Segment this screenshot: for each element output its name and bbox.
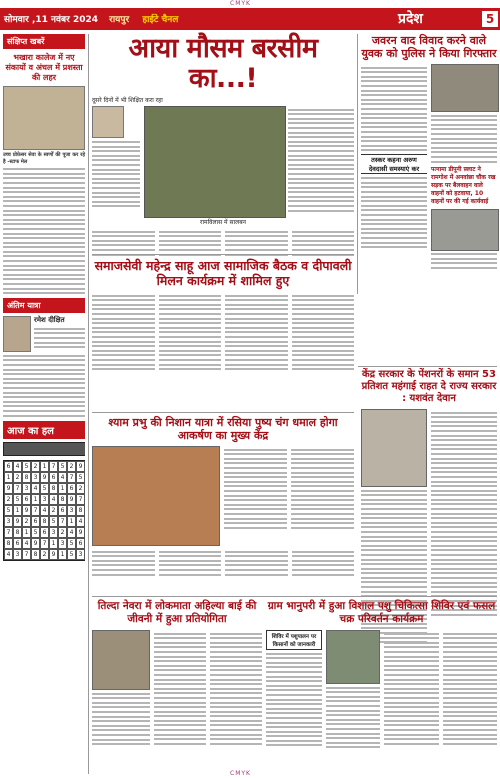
sudoku-grid: 6 4 5 2 1 7 5 2 9 1 2 8 3 9 6 4 7 5 9 7 3 4 5 8 1 6 2 2 5 6 1 3 4 8 9 7 5 1 9 7 4 2 6 3 8 3 9 2 6 8 5 7 1 4 7 8 1 5 6 3 2 4 9 8 6 4 9 7 1 3 5 6 4 3 7 8 2 9 1 5 3 (3, 460, 85, 561)
city-name: रायपुर (109, 15, 130, 25)
column-rule-left (88, 34, 89, 774)
left-column (3, 34, 85, 561)
reporter-photo (92, 106, 124, 138)
traffic-photo (431, 209, 499, 251)
obituary-photo (3, 316, 31, 352)
lower-divider (92, 412, 354, 413)
bottom-divider (92, 596, 497, 597)
camp-box-headline: शिविर में पशुपालन पर किसानों को जानकारी (266, 630, 322, 650)
camp-photo (326, 630, 380, 684)
mid-story-headline: समाजसेवी महेन्द्र साहू आज सामाजिक बैठक व दीपावली मिलन कार्यक्रम में शामिल हुए (94, 258, 352, 288)
brief-section-head: संक्षिप्त खबरें (3, 34, 85, 49)
bottom-left-story (92, 600, 262, 748)
pension-headline: केंद्र सरकार के पेंशनरों के समान 53 प्रतिशत महंगाई राहत दे राज्य सरकार : यशवंत देवान (361, 369, 497, 404)
column-rule-right (357, 34, 358, 294)
masthead (0, 8, 500, 30)
brief-photo-caption: उच्च प्रोफ़ेसर सेवा के स्वर्णों की पूजा कर रहे है -स्टाफ मेल (3, 152, 85, 165)
competition-photo (92, 630, 150, 690)
brand-name: हाईटे चैनल (142, 15, 179, 25)
right-mid-divider (358, 366, 497, 367)
mid-story (92, 258, 354, 373)
section-label: प्रदेश (390, 8, 484, 30)
bottom-left-headline: तिल्दा नेवरा में लोकमाता अहिल्या बाई की जीवनी में हुआ प्रतियोगिता (97, 600, 257, 625)
bottom-right-story (266, 600, 497, 751)
top-story (92, 34, 354, 258)
right-top-story (361, 34, 497, 272)
traffic-headline: पत्नामा डीपूनी फ़्लाट ने रामगोश में अनवांछा चौक रख सड़क पर बैलवाहन वाले वाहनों को हटवाया, 10 वाहनों पर की गई कार्यवाई (431, 165, 496, 205)
top-story-headline: आया मौसम बरसीम का...! (128, 33, 318, 94)
issue-date: सोमवार ,11 नवंबर 2024 (4, 15, 99, 25)
police-photo (431, 64, 499, 112)
brief-headline: भखारा कालेज में नए संकायों व अंचल में प्रशस्ता की लहर (5, 53, 83, 82)
top-story-col3 (288, 106, 354, 214)
page-number: 5 (482, 11, 498, 27)
brief-photo (3, 86, 85, 150)
pension-photo (361, 409, 427, 487)
brief-body (3, 168, 85, 294)
puzzle-section-head: आज का हल (3, 421, 85, 439)
top-story-col1 (92, 106, 140, 210)
lower-story (92, 416, 354, 578)
obituary-section-head: अंतिम यात्रा (3, 298, 85, 313)
crop-field-photo (144, 106, 286, 218)
masthead-info (4, 12, 178, 25)
bottom-right-headline: ग्राम भानुपरी में हुआ विशाल पशु चिकित्सा शिविर एवं फसल चक्र परिवर्तन कार्यक्रम (267, 600, 496, 625)
cmyk-mark-top: CMYK (230, 0, 251, 7)
mid-divider (92, 254, 354, 255)
top-story-byline: दूसरे दिनों में भी शिक्षित करा रहा (92, 97, 163, 104)
arrest-headline: जवरन वाद विवाद करने वाले युवक को पुलिस ने किया गिरफ्तार (361, 34, 497, 60)
photo-caption: रामविलास में सालबन (199, 219, 246, 226)
box-headline: तस्कर कहना अरुण देवदासी समस्याएं कर (361, 154, 427, 174)
lower-story-headline: श्याम प्रभु की निशान यात्रा में रसिया पुष्य चंग धमाल होगा आकर्षण का मुख्य केंद्र (108, 416, 338, 442)
crossword-grid (3, 442, 85, 456)
cmyk-mark-bottom: CMYK (230, 770, 251, 777)
procession-photo (92, 446, 220, 546)
obituary-name: रमेश दीक्षित (34, 316, 65, 325)
